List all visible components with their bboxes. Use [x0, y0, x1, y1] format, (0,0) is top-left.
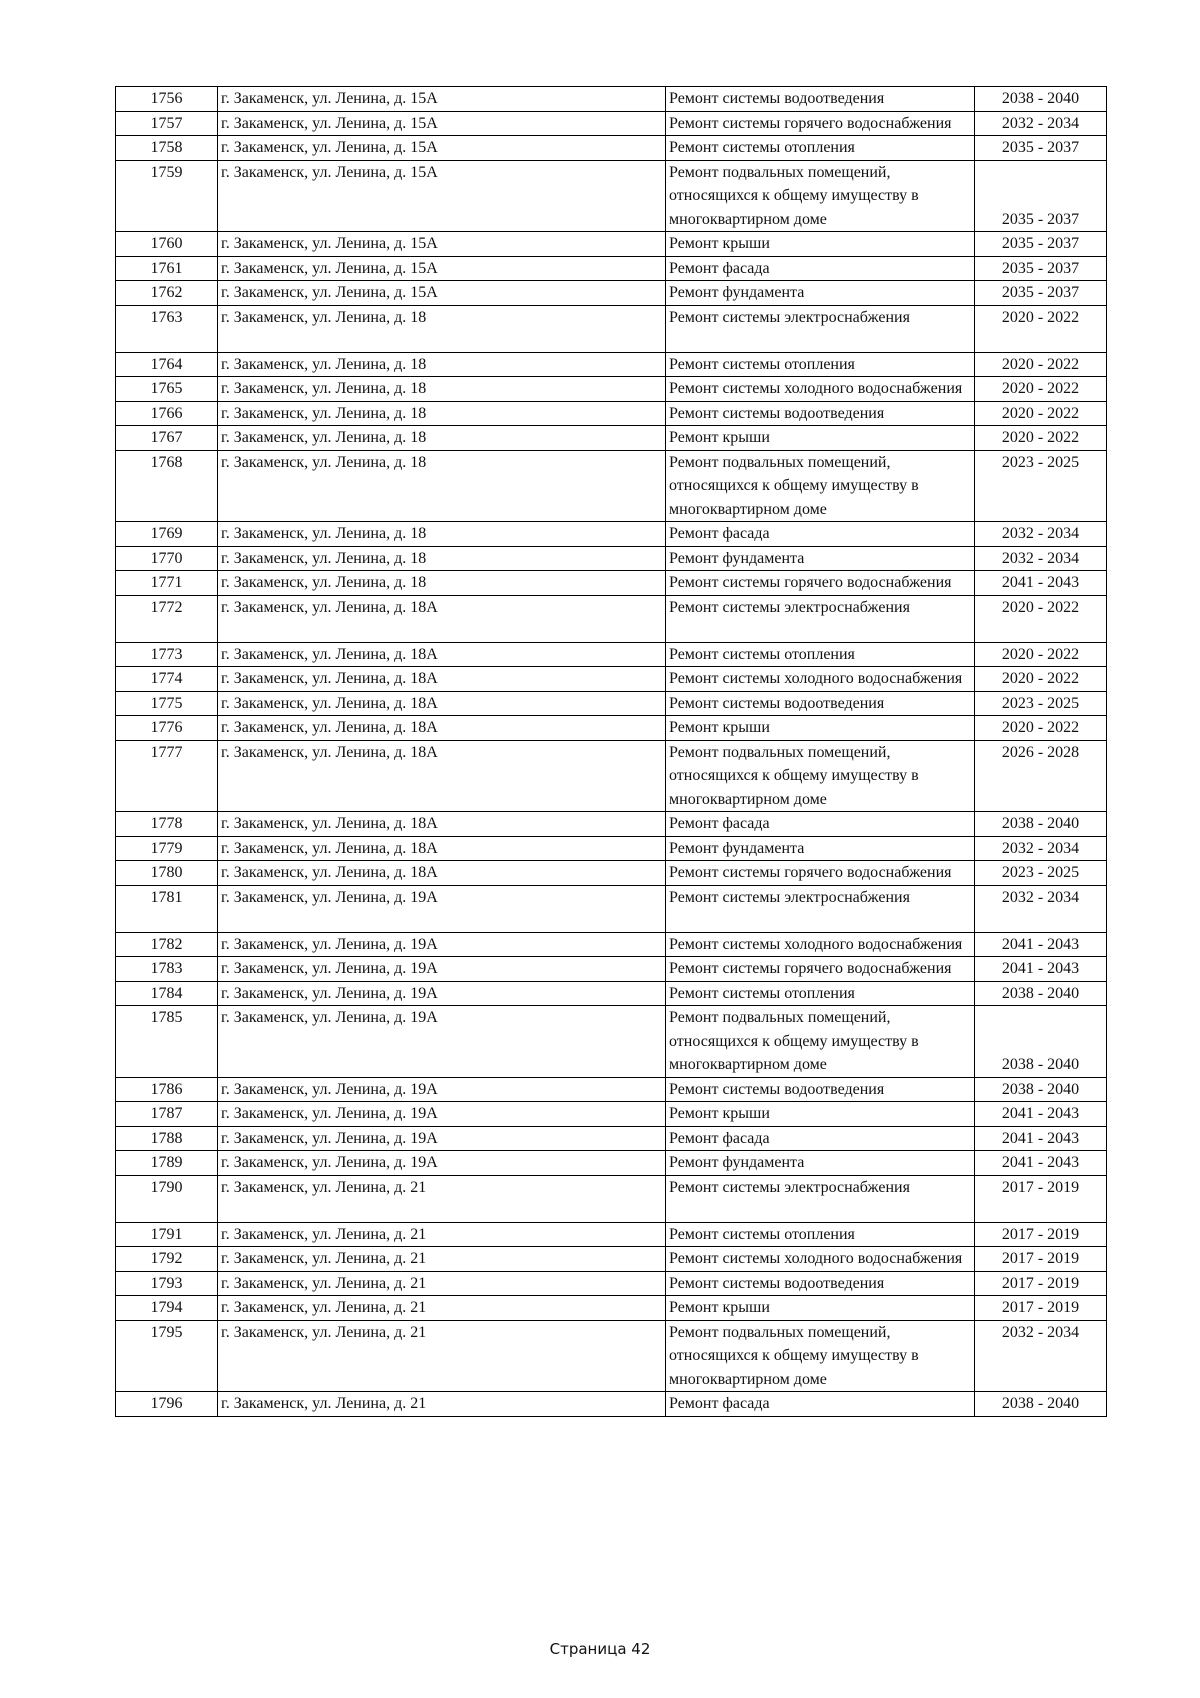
row-period: 2020 - 2022	[975, 426, 1107, 451]
row-number: 1782	[116, 932, 218, 957]
row-period: 2017 - 2019	[975, 1247, 1107, 1272]
row-period: 2038 - 2040	[975, 981, 1107, 1006]
row-period: 2032 - 2034	[975, 836, 1107, 861]
row-work-type: Ремонт крыши	[666, 1102, 975, 1127]
table-row	[116, 377, 1107, 402]
row-address: г. Закаменск, ул. Ленина, д. 21	[218, 1222, 666, 1247]
row-address: г. Закаменск, ул. Ленина, д. 19А	[218, 1151, 666, 1176]
table-row	[116, 1151, 1107, 1176]
row-period: 2020 - 2022	[975, 352, 1107, 377]
row-number: 1776	[116, 716, 218, 741]
table-row	[116, 1077, 1107, 1102]
row-address: г. Закаменск, ул. Ленина, д. 18А	[218, 716, 666, 741]
row-address: г. Закаменск, ул. Ленина, д. 18	[218, 305, 666, 352]
row-number: 1786	[116, 1077, 218, 1102]
row-number: 1770	[116, 546, 218, 571]
row-work-type: Ремонт системы отопления	[666, 642, 975, 667]
row-number: 1793	[116, 1271, 218, 1296]
row-number: 1788	[116, 1126, 218, 1151]
row-work-type: Ремонт системы электроснабжения	[666, 595, 975, 642]
row-number: 1762	[116, 281, 218, 306]
row-work-type: Ремонт подвальных помещений, относящихся к общему имуществу в многоквартирном доме	[666, 450, 975, 522]
table-row	[116, 450, 1107, 522]
row-work-type: Ремонт крыши	[666, 1296, 975, 1321]
row-work-type: Ремонт системы водоотведения	[666, 1271, 975, 1296]
row-period: 2017 - 2019	[975, 1222, 1107, 1247]
row-work-type: Ремонт системы отопления	[666, 352, 975, 377]
table-row	[116, 667, 1107, 692]
row-address: г. Закаменск, ул. Ленина, д. 19А	[218, 1006, 666, 1078]
row-work-type: Ремонт фундамента	[666, 1151, 975, 1176]
row-period: 2035 - 2037	[975, 232, 1107, 257]
row-address: г. Закаменск, ул. Ленина, д. 18А	[218, 595, 666, 642]
table-row	[116, 1175, 1107, 1222]
table-row	[116, 885, 1107, 932]
row-work-type: Ремонт системы электроснабжения	[666, 1175, 975, 1222]
row-period: 2035 - 2037	[975, 281, 1107, 306]
row-work-type: Ремонт подвальных помещений, относящихся к общему имуществу в многоквартирном доме	[666, 160, 975, 232]
row-period: 2017 - 2019	[975, 1175, 1107, 1222]
table-row	[116, 401, 1107, 426]
row-number: 1783	[116, 957, 218, 982]
row-work-type: Ремонт подвальных помещений, относящихся к общему имуществу в многоквартирном доме	[666, 740, 975, 812]
row-work-type: Ремонт системы отопления	[666, 1222, 975, 1247]
row-work-type: Ремонт системы водоотведения	[666, 691, 975, 716]
row-work-type: Ремонт фасада	[666, 812, 975, 837]
row-number: 1771	[116, 571, 218, 596]
row-address: г. Закаменск, ул. Ленина, д. 19А	[218, 1077, 666, 1102]
row-period: 2020 - 2022	[975, 377, 1107, 402]
row-period: 2020 - 2022	[975, 716, 1107, 741]
row-number: 1760	[116, 232, 218, 257]
row-period: 2032 - 2034	[975, 522, 1107, 547]
row-period: 2041 - 2043	[975, 571, 1107, 596]
row-period: 2038 - 2040	[975, 1006, 1107, 1078]
row-period: 2041 - 2043	[975, 932, 1107, 957]
row-work-type: Ремонт системы электроснабжения	[666, 305, 975, 352]
row-address: г. Закаменск, ул. Ленина, д. 21	[218, 1320, 666, 1392]
row-period: 2041 - 2043	[975, 1126, 1107, 1151]
row-number: 1775	[116, 691, 218, 716]
row-address: г. Закаменск, ул. Ленина, д. 18А	[218, 812, 666, 837]
row-work-type: Ремонт системы холодного водоснабжения	[666, 377, 975, 402]
row-work-type: Ремонт системы отопления	[666, 981, 975, 1006]
row-address: г. Закаменск, ул. Ленина, д. 18	[218, 377, 666, 402]
table-row	[116, 136, 1107, 161]
row-period: 2038 - 2040	[975, 87, 1107, 112]
row-number: 1787	[116, 1102, 218, 1127]
table-row	[116, 642, 1107, 667]
table-row	[116, 1126, 1107, 1151]
row-number: 1769	[116, 522, 218, 547]
row-address: г. Закаменск, ул. Ленина, д. 19А	[218, 1102, 666, 1127]
row-period: 2026 - 2028	[975, 740, 1107, 812]
row-address: г. Закаменск, ул. Ленина, д. 19А	[218, 981, 666, 1006]
row-period: 2035 - 2037	[975, 160, 1107, 232]
row-address: г. Закаменск, ул. Ленина, д. 15А	[218, 160, 666, 232]
row-period: 2020 - 2022	[975, 305, 1107, 352]
row-period: 2032 - 2034	[975, 1320, 1107, 1392]
table-row	[116, 232, 1107, 257]
row-period: 2023 - 2025	[975, 450, 1107, 522]
row-number: 1758	[116, 136, 218, 161]
row-work-type: Ремонт фундамента	[666, 281, 975, 306]
row-number: 1761	[116, 256, 218, 281]
table-row	[116, 1296, 1107, 1321]
row-work-type: Ремонт системы водоотведения	[666, 1077, 975, 1102]
row-number: 1785	[116, 1006, 218, 1078]
table-row	[116, 352, 1107, 377]
row-work-type: Ремонт фасада	[666, 522, 975, 547]
table-row	[116, 1247, 1107, 1272]
row-period: 2020 - 2022	[975, 667, 1107, 692]
row-address: г. Закаменск, ул. Ленина, д. 21	[218, 1296, 666, 1321]
row-work-type: Ремонт фундамента	[666, 836, 975, 861]
row-address: г. Закаменск, ул. Ленина, д. 19А	[218, 1126, 666, 1151]
row-period: 2038 - 2040	[975, 1392, 1107, 1417]
row-work-type: Ремонт крыши	[666, 232, 975, 257]
row-address: г. Закаменск, ул. Ленина, д. 18А	[218, 642, 666, 667]
row-period: 2041 - 2043	[975, 1102, 1107, 1127]
row-address: г. Закаменск, ул. Ленина, д. 19А	[218, 957, 666, 982]
row-period: 2038 - 2040	[975, 1077, 1107, 1102]
row-number: 1757	[116, 111, 218, 136]
table-row	[116, 716, 1107, 741]
row-number: 1756	[116, 87, 218, 112]
row-number: 1773	[116, 642, 218, 667]
row-address: г. Закаменск, ул. Ленина, д. 18	[218, 571, 666, 596]
row-number: 1781	[116, 885, 218, 932]
row-number: 1789	[116, 1151, 218, 1176]
row-number: 1779	[116, 836, 218, 861]
table-row	[116, 111, 1107, 136]
row-number: 1768	[116, 450, 218, 522]
row-number: 1767	[116, 426, 218, 451]
table-row	[116, 305, 1107, 352]
table-row	[116, 812, 1107, 837]
row-period: 2020 - 2022	[975, 642, 1107, 667]
row-number: 1792	[116, 1247, 218, 1272]
row-period: 2017 - 2019	[975, 1271, 1107, 1296]
table-row	[116, 87, 1107, 112]
row-address: г. Закаменск, ул. Ленина, д. 15А	[218, 256, 666, 281]
row-address: г. Закаменск, ул. Ленина, д. 18	[218, 522, 666, 547]
row-period: 2032 - 2034	[975, 546, 1107, 571]
row-work-type: Ремонт фасада	[666, 1392, 975, 1417]
row-address: г. Закаменск, ул. Ленина, д. 21	[218, 1271, 666, 1296]
row-period: 2023 - 2025	[975, 691, 1107, 716]
row-work-type: Ремонт системы горячего водоснабжения	[666, 861, 975, 886]
row-address: г. Закаменск, ул. Ленина, д. 18	[218, 450, 666, 522]
row-address: г. Закаменск, ул. Ленина, д. 18	[218, 546, 666, 571]
row-work-type: Ремонт подвальных помещений, относящихся к общему имуществу в многоквартирном доме	[666, 1006, 975, 1078]
row-number: 1796	[116, 1392, 218, 1417]
row-address: г. Закаменск, ул. Ленина, д. 18А	[218, 667, 666, 692]
works-table	[115, 86, 1107, 1417]
table-row	[116, 861, 1107, 886]
row-number: 1777	[116, 740, 218, 812]
row-number: 1772	[116, 595, 218, 642]
row-number: 1791	[116, 1222, 218, 1247]
row-number: 1766	[116, 401, 218, 426]
row-number: 1790	[116, 1175, 218, 1222]
row-work-type: Ремонт крыши	[666, 716, 975, 741]
row-number: 1780	[116, 861, 218, 886]
row-address: г. Закаменск, ул. Ленина, д. 15А	[218, 232, 666, 257]
table-row	[116, 740, 1107, 812]
table-row	[116, 1006, 1107, 1078]
table-row	[116, 426, 1107, 451]
row-number: 1763	[116, 305, 218, 352]
row-work-type: Ремонт системы холодного водоснабжения	[666, 667, 975, 692]
row-address: г. Закаменск, ул. Ленина, д. 18А	[218, 861, 666, 886]
row-period: 2020 - 2022	[975, 595, 1107, 642]
row-work-type: Ремонт системы горячего водоснабжения	[666, 111, 975, 136]
row-work-type: Ремонт системы водоотведения	[666, 87, 975, 112]
table-row	[116, 1102, 1107, 1127]
table-row	[116, 281, 1107, 306]
row-period: 2023 - 2025	[975, 861, 1107, 886]
row-work-type: Ремонт фасада	[666, 256, 975, 281]
row-work-type: Ремонт фундамента	[666, 546, 975, 571]
row-number: 1764	[116, 352, 218, 377]
table-body	[116, 87, 1107, 1417]
row-address: г. Закаменск, ул. Ленина, д. 15А	[218, 281, 666, 306]
table-row	[116, 1222, 1107, 1247]
row-work-type: Ремонт крыши	[666, 426, 975, 451]
row-address: г. Закаменск, ул. Ленина, д. 18	[218, 401, 666, 426]
row-period: 2017 - 2019	[975, 1296, 1107, 1321]
row-address: г. Закаменск, ул. Ленина, д. 15А	[218, 136, 666, 161]
row-address: г. Закаменск, ул. Ленина, д. 21	[218, 1247, 666, 1272]
table-row	[116, 691, 1107, 716]
row-address: г. Закаменск, ул. Ленина, д. 19А	[218, 932, 666, 957]
row-period: 2035 - 2037	[975, 136, 1107, 161]
row-number: 1765	[116, 377, 218, 402]
row-address: г. Закаменск, ул. Ленина, д. 18	[218, 352, 666, 377]
row-period: 2032 - 2034	[975, 885, 1107, 932]
row-work-type: Ремонт подвальных помещений, относящихся к общему имуществу в многоквартирном доме	[666, 1320, 975, 1392]
row-address: г. Закаменск, ул. Ленина, д. 18А	[218, 836, 666, 861]
row-period: 2038 - 2040	[975, 812, 1107, 837]
row-address: г. Закаменск, ул. Ленина, д. 18	[218, 426, 666, 451]
table-row	[116, 1271, 1107, 1296]
page-number: Страница 42	[549, 1640, 651, 1658]
row-work-type: Ремонт системы холодного водоснабжения	[666, 1247, 975, 1272]
table-row	[116, 522, 1107, 547]
row-work-type: Ремонт системы холодного водоснабжения	[666, 932, 975, 957]
row-number: 1759	[116, 160, 218, 232]
row-work-type: Ремонт системы горячего водоснабжения	[666, 957, 975, 982]
row-work-type: Ремонт системы отопления	[666, 136, 975, 161]
table-row	[116, 160, 1107, 232]
table-row	[116, 957, 1107, 982]
row-address: г. Закаменск, ул. Ленина, д. 21	[218, 1175, 666, 1222]
row-address: г. Закаменск, ул. Ленина, д. 18А	[218, 691, 666, 716]
row-address: г. Закаменск, ул. Ленина, д. 21	[218, 1392, 666, 1417]
row-period: 2032 - 2034	[975, 111, 1107, 136]
row-period: 2041 - 2043	[975, 1151, 1107, 1176]
table-row	[116, 595, 1107, 642]
row-number: 1784	[116, 981, 218, 1006]
table-row	[116, 1320, 1107, 1392]
row-work-type: Ремонт системы электроснабжения	[666, 885, 975, 932]
row-address: г. Закаменск, ул. Ленина, д. 15А	[218, 111, 666, 136]
table-row	[116, 836, 1107, 861]
table-row	[116, 256, 1107, 281]
table-row	[116, 981, 1107, 1006]
row-work-type: Ремонт фасада	[666, 1126, 975, 1151]
row-work-type: Ремонт системы водоотведения	[666, 401, 975, 426]
row-period: 2035 - 2037	[975, 256, 1107, 281]
row-period: 2020 - 2022	[975, 401, 1107, 426]
row-period: 2041 - 2043	[975, 957, 1107, 982]
table-row	[116, 546, 1107, 571]
row-address: г. Закаменск, ул. Ленина, д. 18А	[218, 740, 666, 812]
row-number: 1774	[116, 667, 218, 692]
table-row	[116, 932, 1107, 957]
row-work-type: Ремонт системы горячего водоснабжения	[666, 571, 975, 596]
row-address: г. Закаменск, ул. Ленина, д. 19А	[218, 885, 666, 932]
row-number: 1778	[116, 812, 218, 837]
table-row	[116, 1392, 1107, 1417]
table-row	[116, 571, 1107, 596]
row-number: 1795	[116, 1320, 218, 1392]
row-address: г. Закаменск, ул. Ленина, д. 15А	[218, 87, 666, 112]
row-number: 1794	[116, 1296, 218, 1321]
